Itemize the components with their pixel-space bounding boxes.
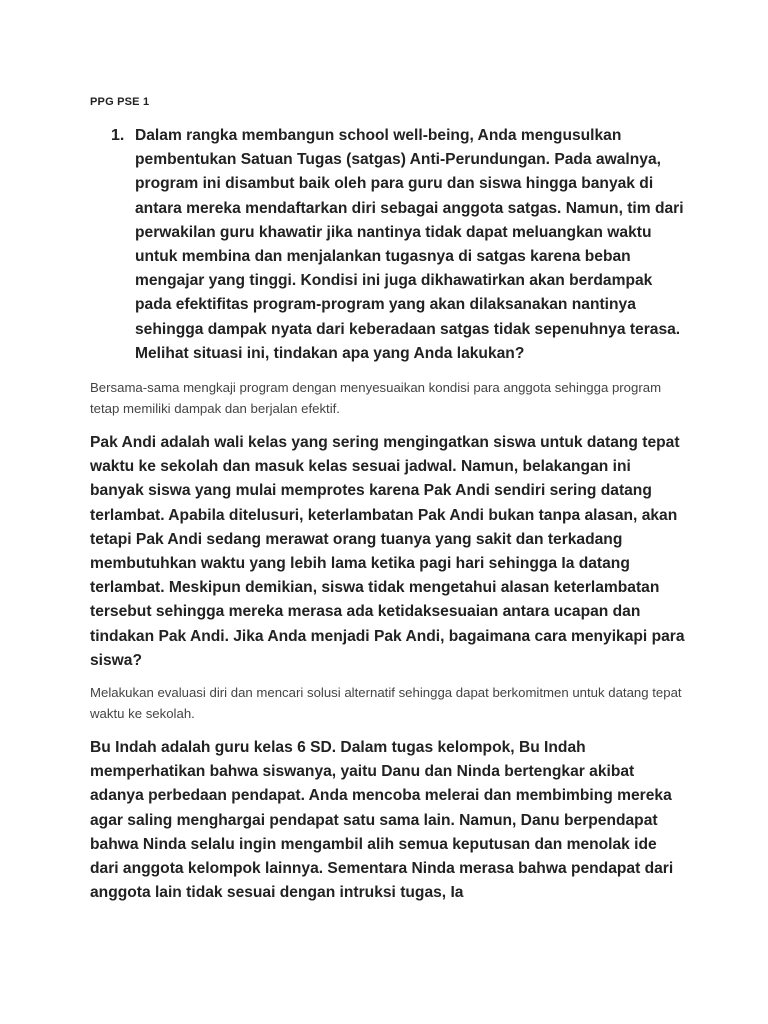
- answer-2-text: Melakukan evaluasi diri dan mencari solusi alternatif sehingga dapat berkomitmen untuk datang tepat waktu ke sekolah.: [90, 685, 682, 721]
- document-header: PPG PSE 1: [90, 96, 150, 108]
- question-1: [90, 124, 688, 366]
- question-1-number: 1.: [111, 127, 125, 144]
- question-3-text: Bu Indah adalah guru kelas 6 SD. Dalam tugas kelompok, Bu Indah memperhatikan bahwa siswanya, yaitu Danu dan Ninda bertengkar akibat adanya perbedaan pendapat. Anda mencoba melerai dan membimbing mereka agar saling menghargai pendapat satu sama lain. Namun, Danu berpendapat bahwa Ninda selalu ingin mengambil alih semua keputusan dan menolak ide dari anggota kelompok lainnya. Sementara Ninda merasa bahwa pendapat dari anggota lain tidak sesuai dengan intruksi tugas, Ia: [90, 739, 674, 902]
- question-1-text: Dalam rangka membangun school well-being, Anda mengusulkan pembentukan Satuan Tugas (satgas) Anti-Perundungan. Pada awalnya, program ini disambut baik oleh para guru dan siswa hingga banyak di antara mereka mendaftarkan diri sebagai anggota satgas. Namun, tim dari perwakilan guru khawatir jika nantinya tidak dapat meluangkan waktu untuk membina dan menjalankan tugasnya di satgas karena beban mengajar yang tinggi. Kondisi ini juga dikhawatirkan akan berdampak pada efektifitas program-program yang akan dilaksanakan nantinya sehingga dampak nyata dari keberadaan satgas tidak sepenuhnya terasa. Melihat situasi ini, tindakan apa yang Anda lakukan?: [135, 127, 684, 362]
- question-2-text: Pak Andi adalah wali kelas yang sering mengingatkan siswa untuk datang tepat waktu ke sekolah dan masuk kelas sesuai jadwal. Namun, belakangan ini banyak siswa yang mulai memprotes karena Pak Andi sendiri sering datang terlambat. Apabila ditelusuri, keterlambatan Pak Andi bukan tanpa alasan, akan tetapi Pak Andi sedang merawat orang tuanya yang sakit dan terkadang membutuhkan waktu yang lebih lama ketika pagi hari sehingga Ia datang terlambat. Meskipun demikian, siswa tidak mengetahui alasan keterlambatan tersebut sehingga mereka merasa ada ketidaksesuaian antara ucapan dan tindakan Pak Andi. Jika Anda menjadi Pak Andi, bagaimana cara menyikapi para siswa?: [90, 434, 685, 669]
- answer-1-text: Bersama-sama mengkaji program dengan menyesuaikan kondisi para anggota sehingga program tetap memiliki dampak dan berjalan efektif.: [90, 380, 662, 416]
